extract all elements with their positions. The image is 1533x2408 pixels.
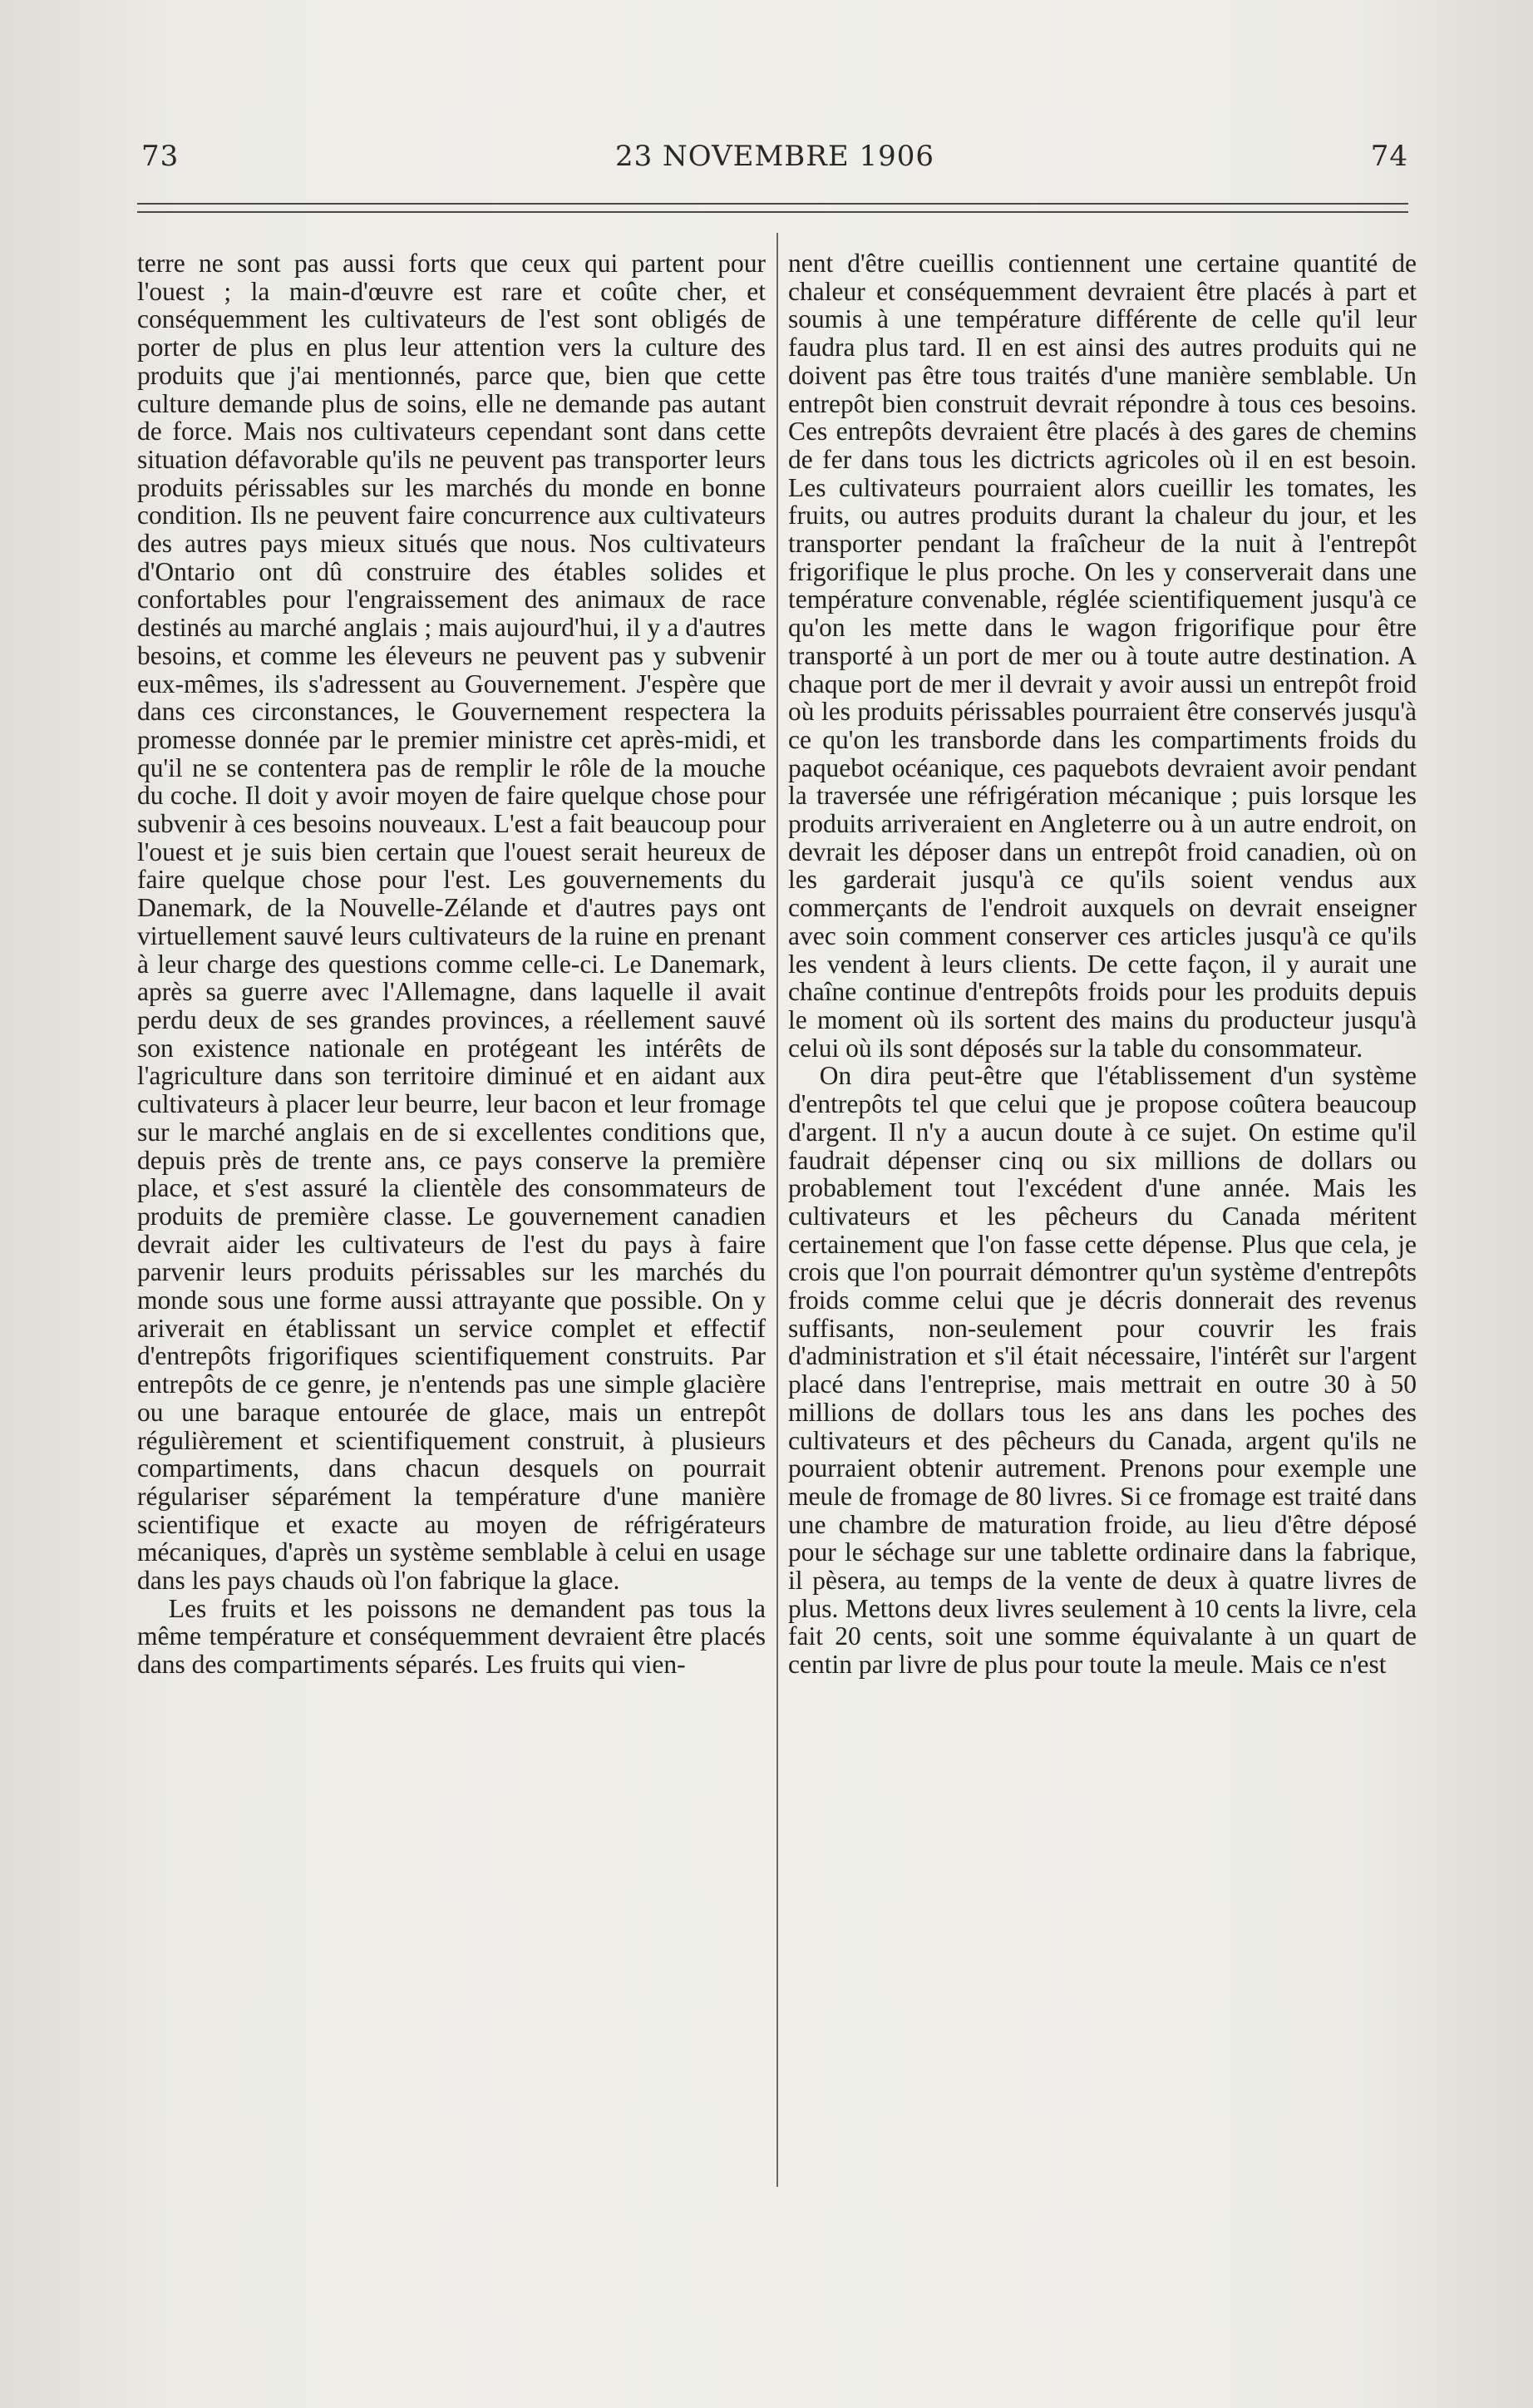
header-date-title: 23 NOVEMBRE 1906 <box>614 140 935 173</box>
header-rule-top <box>137 203 1408 205</box>
right-paragraph-2: On dira peut-être que l'établissement d'un système d'entrepôts tel que celui que je propose coûtera beaucoup d'argent. Il n'y a aucun doute à ce sujet. On estime qu'il faudrait dépenser cinq ou six millions de dollars ou probablement tout l'excédent d'une année. Mais les cultivateurs et les pêcheurs du Canada méritent certainement que l'on fasse cette dépense. Plus que cela, je crois que l'on pourrait démontrer qu'un système d'entrepôts froids comme celui que je décris donnerait des revenus suffisants, non-seulement pour couvrir les frais d'administration et s'il était nécessaire, l'intérêt sur l'argent placé dans l'entreprise, mais mettrait en outre 30 à 50 millions de dollars tous les ans dans les poches des cultivateurs et des pêcheurs du Canada, argent qu'ils ne pourraient obtenir autrement. Prenons pour exemple une meule de fromage de 80 livres. Si ce fromage est traité dans une chambre de maturation froide, au lieu d'être déposé pour le séchage sur une tablette ordinaire dans la fabrique, il pèsera, au temps de la vente de deux à quatre livres de plus. Mettons deux livres seulement à 10 cents la livre, cela fait 20 cents, soit une somme équivalante à un quart de centin par livre de plus pour toute la meule. Mais ce n'est <box>788 1061 1417 1680</box>
right-paragraph-1: nent d'être cueillis contiennent une certaine quantité de chaleur et conséquemment devraient être placés à part et soumis à une température différente de celle qu'il leur faudra plus tard. Il en est ainsi des autres produits qui ne doivent pas être tous traités d'une manière semblable. Un entrepôt bien construit devrait répondre à tous ces besoins. Ces entrepôts devraient être placés à des gares de chemins de fer dans tous les dictricts agricoles où il en est besoin. Les cultivateurs pourraient alors cueillir les tomates, les fruits, ou autres produits durant la chaleur du jour, et les transporter pendant la fraîcheur de la nuit à l'entrepôt frigorifique le plus proche. On les y conserverait dans une température convenable, réglée scientifiquement jusqu'à ce qu'on les mette dans le wagon frigorifique pour être transporté à un port de mer ou à toute autre destination. A chaque port de mer il devrait y avoir aussi un entrepôt froid où les produits périssables pourraient être conservés jusqu'à ce qu'on les transborde dans les compartiments froids du paquebot océanique, ces paquebots devraient avoir pendant la traversée une réfrigération mécanique ; puis lorsque les produits arriveraient en Angleterre ou à un autre endroit, on devrait les déposer dans un entrepôt froid canadien, où on les garderait jusqu'à ce qu'ils soient vendus aux commerçants de l'endroit auxquels on devrait enseigner avec soin comment conserver ces articles jusqu'à ce qu'ils les vendent à leurs clients. De cette façon, il y aurait une chaîne continue d'entrepôts froids pour les produits depuis le moment où ils sortent des mains du producteur jusqu'à celui où ils sont déposés sur la table du consommateur. <box>788 249 1417 1063</box>
left-paragraph-2: Les fruits et les poissons ne demandent pas tous la même température et conséquemment devraient être placés dans des compartiments séparés. Les fruits qui vien- <box>137 1593 766 1680</box>
left-page-number: 73 <box>141 140 180 173</box>
left-text-column <box>137 249 766 1679</box>
right-text-column <box>788 249 1417 1679</box>
header-rule-bottom <box>137 211 1408 213</box>
left-paragraph-1: terre ne sont pas aussi forts que ceux qui partent pour l'ouest ; la main-d'œuvre est rare et coûte cher, et conséquemment les cultivateurs de l'est sont obligés de porter de plus en plus leur attention vers la culture des produits que j'ai mentionnés, parce que, bien que cette culture demande plus de soins, elle ne demande pas autant de force. Mais nos cultivateurs cependant sont dans cette situation défavorable qu'ils ne peuvent pas transporter leurs produits périssables sur les marchés du monde en bonne condition. Ils ne peuvent faire concurrence aux cultivateurs des autres pays mieux situés que nous. Nos cultivateurs d'Ontario ont dû construire des étables solides et confortables pour l'engraissement des animaux de race destinés au marché anglais ; mais aujourd'hui, il y a d'autres besoins, et comme les éleveurs ne peuvent pas y subvenir eux-mêmes, ils s'adressent au Gouvernement. J'espère que dans ces circonstances, le Gouvernement respectera la promesse donnée par le premier ministre cet après-midi, et qu'il ne se contentera pas de remplir le rôle de la mouche du coche. Il doit y avoir moyen de faire quelque chose pour subvenir à ces besoins nouveaux. L'est a fait beaucoup pour l'ouest et je suis bien certain que l'ouest serait heureux de faire quelque chose pour l'est. Les gouvernements du Danemark, de la Nouvelle-Zélande et d'autres pays ont virtuellement sauvé leurs cultivateurs de la ruine en prenant à leur charge des questions comme celle-ci. Le Danemark, après sa guerre avec l'Allemagne, dans laquelle il avait perdu deux de ses grandes provinces, a réellement sauvé son existence nationale en protégeant les intérêts de l'agriculture dans son territoire diminué et en aidant aux cultivateurs à placer leur beurre, leur bacon et leur fromage sur le marché anglais en de si excellentes conditions que, depuis près de trente ans, ce pays conserve la première place, et s'est assuré la clientèle des consommateurs de produits de première classe. Le gouvernement canadien devrait aider les cultivateurs de l'est du pays à faire parvenir leurs produits périssables sur les marchés du monde sous une forme aussi attrayante que possible. On y ariverait en établissant un service complet et effectif d'entrepôts frigorifiques scientifiquement construits. Par entrepôts de ce genre, je n'entends pas une simple glacière ou une baraque entourée de glace, mais un entrepôt régulièrement et scientifiquement construit, à plusieurs compartiments, dans chacun desquels on pourrait régulariser séparément la température d'une manière scientifique et exacte au moyen de réfrigérateurs mécaniques, d'après un système semblable à celui en usage dans les pays chauds où l'on fabrique la glace. <box>137 249 766 1596</box>
page-header <box>141 140 1408 190</box>
column-divider <box>776 233 778 2187</box>
right-page-number: 74 <box>1370 140 1408 173</box>
